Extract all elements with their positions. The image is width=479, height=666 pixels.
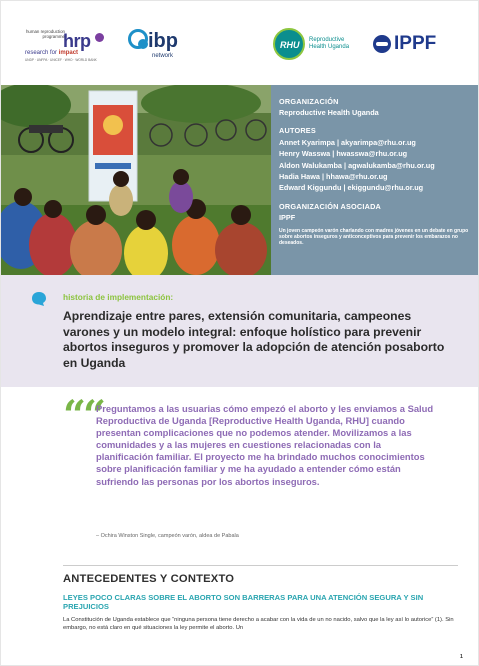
- section-heading: ANTECEDENTES Y CONTEXTO: [63, 573, 235, 585]
- authors-list: [279, 137, 470, 193]
- section-divider: [63, 565, 458, 566]
- associated-org-label: ORGANIZACIÓN ASOCIADA: [279, 202, 382, 212]
- hrp-logo-small-text: human reproduction programme: [25, 29, 65, 39]
- ibp-logo-name: ibp: [148, 30, 178, 52]
- organization-label: ORGANIZACIÓN: [279, 97, 339, 106]
- info-panel: [271, 85, 479, 275]
- ibp-logo-sub: network: [152, 53, 174, 59]
- rhu-mark-icon: RHU: [273, 28, 305, 60]
- hrp-dot-icon: [95, 33, 104, 42]
- hrp-logo: [25, 29, 115, 69]
- ibp-globe-icon: [128, 29, 148, 49]
- ibp-logo: [128, 29, 188, 67]
- hrp-partners: UNDP · UNFPA · UNICEF · WHO · WORLD BANK: [25, 58, 97, 62]
- quote-attribution: – Ochira Winston Single, campeón varón, aldea de Pabala: [96, 533, 239, 539]
- associated-org-value: IPPF: [279, 213, 296, 223]
- authors-label: AUTORES: [279, 126, 316, 135]
- section-subheading: LEYES POCO CLARAS SOBRE EL ABORTO SON BARRERAS PARA UNA ATENCIÓN SEGURA Y SIN PREJUICIOS: [63, 593, 424, 612]
- organization-value: Reproductive Health Uganda: [279, 108, 379, 117]
- author-item: Hadia Hawa | hhawa@rhu.or.ug: [279, 171, 388, 181]
- author-item: Edward Kiggundu | ekiggundu@rhu.or.ug: [279, 183, 424, 193]
- rhu-logo: [273, 28, 363, 64]
- story-title: Aprendizaje entre pares, extensión comunitaria, campeones varones y un modelo integral: enfoque holístico para prevenir abortos inseguros y promover la adopción de atención posaborto en Uganda: [63, 309, 445, 370]
- speech-bubble-icon: [31, 291, 47, 307]
- photo-caption: Un joven campeón varón charlando con madres jóvenes en un debate en grupo sobre abortos inseguros y anticonceptivos para prevenir los embarazos no deseados.: [279, 228, 469, 247]
- author-item: Henry Wasswa | hwasswa@rhu.or.ug: [279, 149, 408, 159]
- ippf-logo: [373, 33, 463, 59]
- rhu-logo-text: Reproductive Health Uganda: [309, 37, 350, 50]
- pull-quote: Preguntamos a las usuarias cómo empezó el aborto y les enviamos a Salud Reproductiva de Uganda [Reproductive Health Uganda, RHU] cuando presentan complicaciones que no podemos atender. Movilizamos a las comunidades y a las mujeres en cuestiones relacionadas con la planificación familiar. El proyecto me ha brindado muchos conocimientos sobre planificación familiar y me ha ayudado a entender cómo están sufriendo las personas por los abortos inseguros.: [96, 403, 434, 487]
- ippf-globe-icon: [373, 35, 391, 53]
- page-number: 1: [460, 654, 463, 660]
- hrp-tagline: research for impact: [25, 50, 79, 56]
- author-item: Annet Kyarimpa | akyarimpa@rhu.or.ug: [279, 138, 416, 147]
- story-type-tag: historia de implementación:: [63, 292, 174, 302]
- group-discussion-photo: [1, 85, 271, 275]
- author-item: Aldon Walukamba | agwalukamba@rhu.or.ug: [279, 160, 435, 170]
- quote-mark-icon: ““: [63, 392, 104, 439]
- hrp-logo-name: hrp: [63, 31, 91, 51]
- logo-header: [1, 1, 479, 85]
- body-paragraph: La Constitución de Uganda establece que “ninguna persona tiene derecho a acabar con la vida de un no nacido, salvo que la ley así lo autorice” (1). Sin embargo, no está claro en qué situaciones la ley permite el aborto. Un: [63, 617, 454, 632]
- ippf-logo-name: IPPF: [394, 33, 437, 54]
